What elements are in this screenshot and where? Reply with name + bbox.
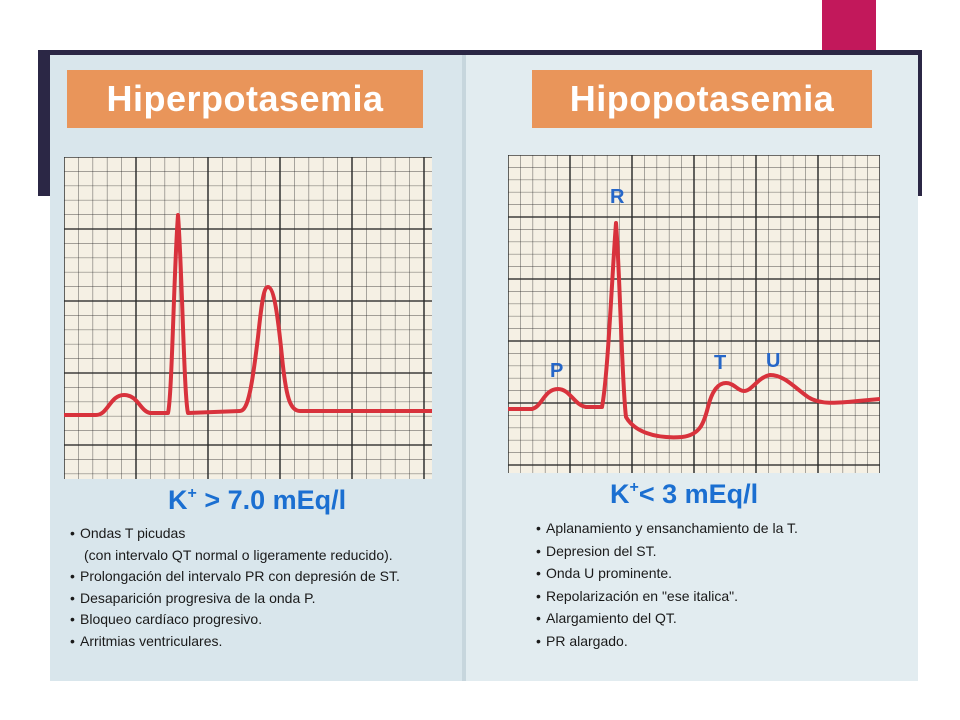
- k-condition: < 3 mEq/l: [638, 479, 759, 509]
- hyperkalemia-title: Hiperpotasemia: [67, 70, 423, 128]
- finding-item: • Repolarización en "ese italica".: [536, 585, 798, 608]
- ecg-grid: [64, 157, 432, 479]
- panel-divider: [462, 55, 466, 681]
- finding-item: • Aplanamiento y ensanchamiento de la T.: [536, 517, 798, 540]
- k-superscript: +: [187, 485, 197, 502]
- hypokalemia-findings-list: [536, 517, 798, 652]
- ecg-grid: [508, 155, 880, 473]
- finding-item: • Onda U prominente.: [536, 562, 798, 585]
- hyperkalemia-ecg-trace: [64, 215, 432, 415]
- hyperkalemia-findings-list: [70, 523, 400, 652]
- u-wave-label: U: [766, 350, 781, 372]
- finding-item: • Alargamiento del QT.: [536, 607, 798, 630]
- finding-item: • Bloqueo cardíaco progresivo.: [70, 609, 400, 631]
- finding-item: • Ondas T picudas: [70, 523, 400, 545]
- k-condition: > 7.0 mEq/l: [196, 485, 347, 515]
- hypokalemia-ecg-strip: [508, 155, 880, 473]
- finding-item: • Prolongación del intervalo PR con depresión de ST.: [70, 566, 400, 588]
- k-symbol: K: [610, 479, 630, 509]
- finding-item: • Depresion del ST.: [536, 540, 798, 563]
- hypokalemia-potassium-threshold: [610, 479, 758, 510]
- finding-item: • PR alargado.: [536, 630, 798, 653]
- hypokalemia-ecg-svg: [508, 155, 880, 473]
- p-wave-label: P: [550, 360, 564, 382]
- finding-item: • Arritmias ventriculares.: [70, 631, 400, 653]
- k-symbol: K: [168, 485, 188, 515]
- finding-item: • Desaparición progresiva de la onda P.: [70, 588, 400, 610]
- hyperkalemia-ecg-strip: [64, 157, 432, 479]
- hyperkalemia-potassium-threshold: [168, 485, 346, 516]
- hyperkalemia-ecg-svg: [64, 157, 432, 479]
- k-superscript: +: [629, 479, 639, 496]
- t-wave-label: T: [714, 352, 727, 374]
- hypokalemia-title: Hipopotasemia: [532, 70, 872, 128]
- finding-item: (con intervalo QT normal o ligeramente reducido).: [84, 546, 393, 563]
- r-wave-label: R: [610, 186, 625, 208]
- accent-bar: [822, 0, 876, 52]
- ecg-comparison-photo: [50, 55, 918, 681]
